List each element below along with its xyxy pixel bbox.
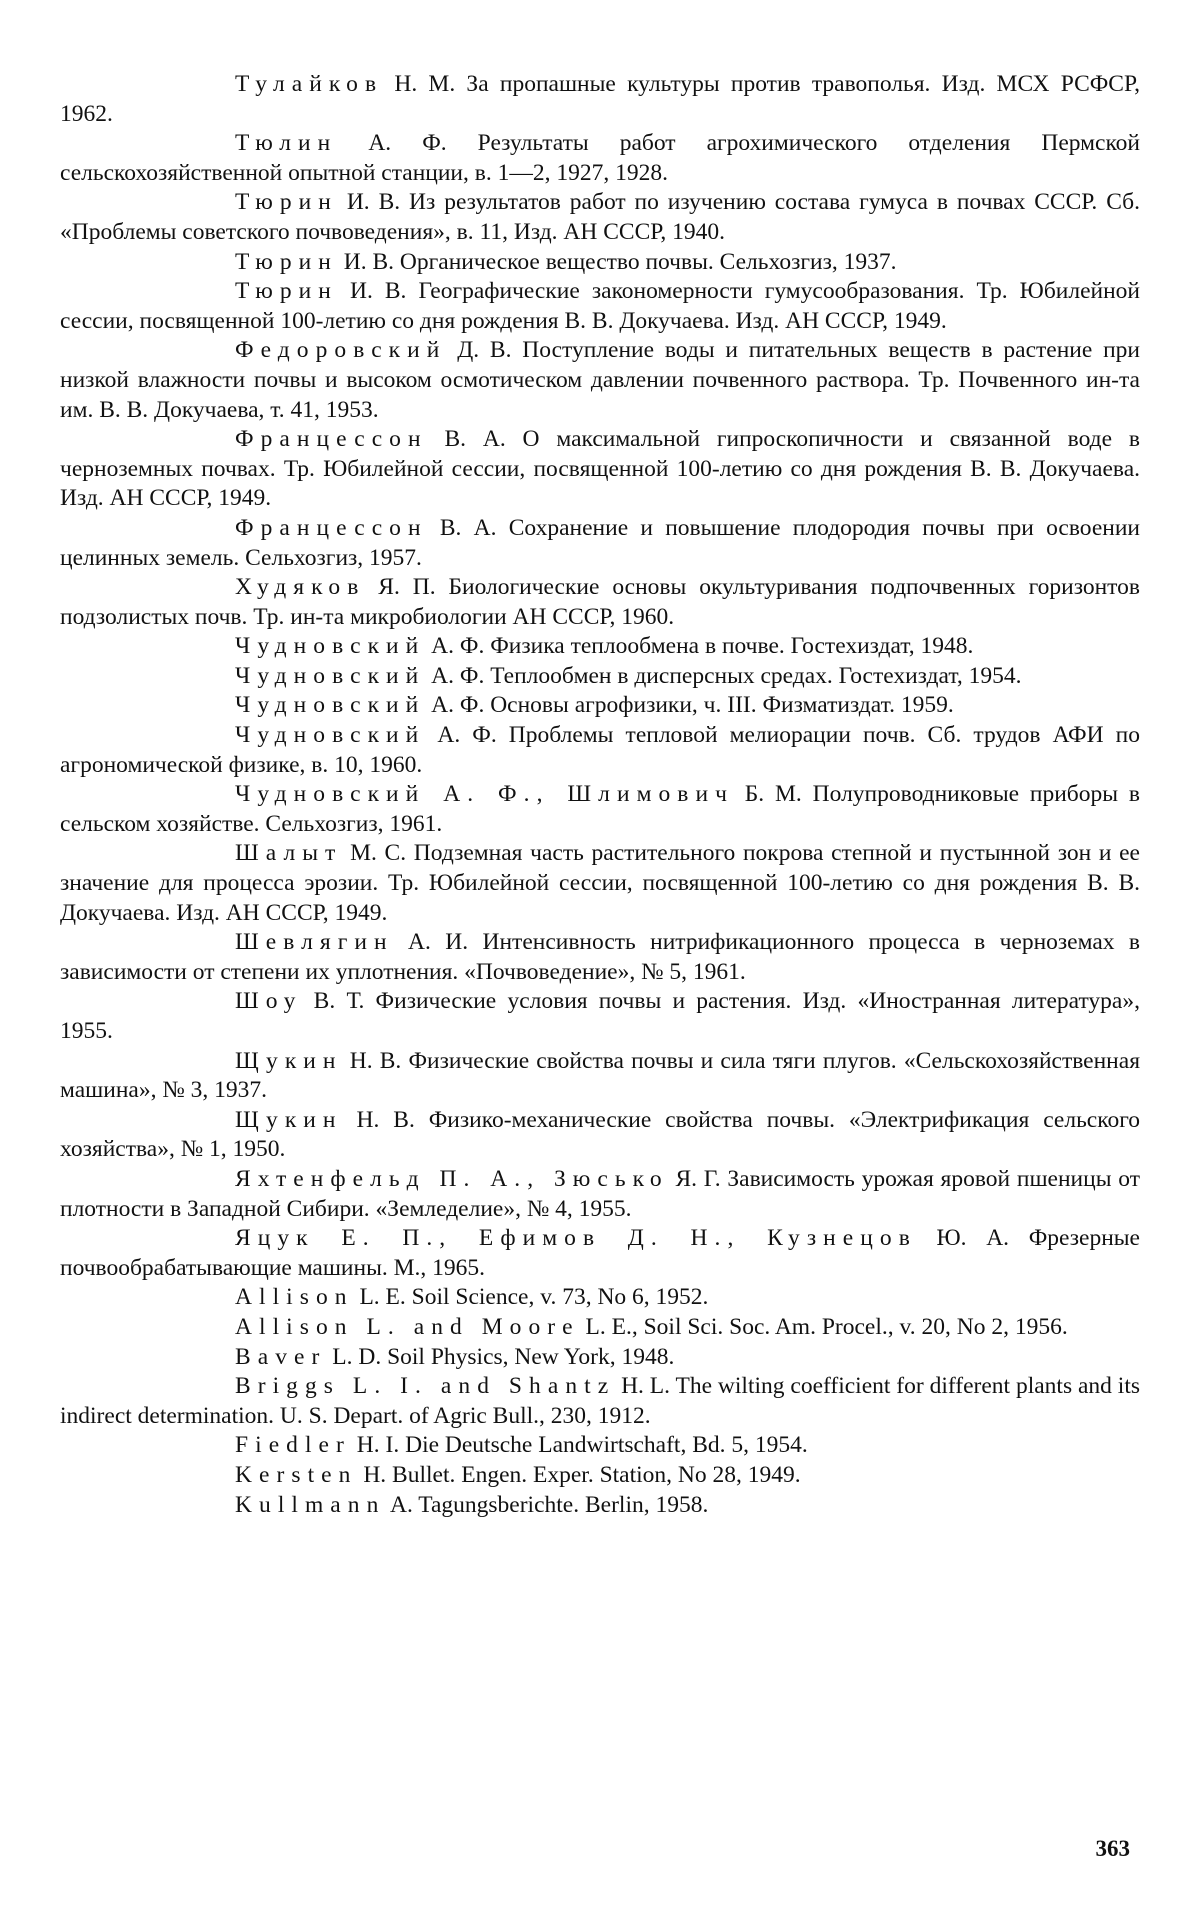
reference-details: H. I. Die Deutsche Landwirtschaft, Bd. 5, 1954.	[350, 1432, 808, 1459]
reference-entry	[60, 839, 1140, 928]
reference-author: Щукин	[235, 1047, 343, 1074]
reference-author: Allison L. and Moore	[235, 1313, 580, 1340]
reference-author: Чудновский	[235, 633, 426, 660]
reference-entry	[60, 129, 1140, 188]
reference-author: Чудновский	[235, 692, 426, 719]
reference-details: Д. В. Поступление воды и питательных веществ в растение при низкой влажности почвы и высоком осмотическом давлении почвенного раствора. Тр. Почвенного ин-та им. В. В. Докучаева, т. 41, 1953.	[60, 337, 1140, 423]
reference-entry	[60, 691, 1140, 721]
reference-author: Шалыт	[235, 840, 343, 867]
reference-details: Н. В. Физические свойства почвы и сила тяги плугов. «Сельскохозяйственная машина», № 3, 1937.	[60, 1047, 1140, 1104]
reference-entry	[60, 662, 1140, 692]
reference-entry	[60, 1461, 1140, 1491]
reference-author: Яцук Е. П., Ефимов Д. Н., Кузнецов	[235, 1225, 917, 1252]
reference-entry	[60, 573, 1140, 632]
reference-entry	[60, 336, 1140, 425]
reference-entry	[60, 1224, 1140, 1283]
reference-author: Чудновский	[235, 722, 426, 749]
reference-entry	[60, 188, 1140, 247]
reference-entry	[60, 1047, 1140, 1106]
reference-author: Kullmann	[235, 1491, 386, 1518]
reference-details: H. L. The wilting coefficient for different plants and its indirect determination. U. S. Depart. of Agric Bull., 230, 1912.	[60, 1373, 1140, 1429]
reference-details: L. E., Soil Sci. Soc. Am. Procel., v. 20, No 2, 1956.	[579, 1313, 1068, 1340]
reference-details: Я. П. Биологические основы окультуривания подпочвенных горизонтов подзолистых почв. Тр. ин-та микробиологии АН СССР, 1960.	[60, 574, 1140, 630]
reference-entry	[60, 514, 1140, 573]
reference-details: Н. М. За пропашные культуры против травополья. Изд. МСХ РСФСР, 1962.	[60, 71, 1140, 127]
reference-author: Щукин	[235, 1106, 343, 1133]
reference-entry	[60, 1313, 1140, 1343]
reference-author: Briggs L. I. and Shantz	[235, 1373, 616, 1400]
reference-author: Baver	[235, 1343, 327, 1370]
reference-details: L. E. Soil Science, v. 73, No 6, 1952.	[353, 1284, 709, 1311]
reference-author: Федоровский	[235, 337, 447, 364]
reference-details: В. А. О максимальной гипроскопичности и связанной воде в черноземных почвах. Тр. Юбилейной сессии, посвященной 100-летию со дня рождения В. В. Докучаева. Изд. АН СССР, 1949.	[60, 426, 1140, 512]
reference-author: Тюлин	[235, 130, 338, 157]
reference-entry	[60, 1343, 1140, 1373]
reference-details: H. Bullet. Engen. Exper. Station, No 28, 1949.	[357, 1461, 801, 1488]
reference-details: А. Ф. Результаты работ агрохимического отделения Пермской сельскохозяйственной опытной станции, в. 1—2, 1927, 1928.	[60, 130, 1140, 186]
reference-details: И. В. Органическое вещество почвы. Сельхозгиз, 1937.	[337, 248, 897, 275]
reference-details: А. Ф. Основы агрофизики, ч. III. Физматиздат. 1959.	[425, 692, 954, 719]
reference-author: Яхтенфельд П. А., Зюсько	[235, 1165, 669, 1192]
reference-details: Н. В. Физико-механические свойства почвы. «Электрификация сельского хозяйства», № 1, 1950.	[60, 1106, 1140, 1163]
reference-entry	[60, 425, 1140, 514]
reference-author: Тюрин	[235, 248, 338, 275]
bibliography-page	[60, 70, 1140, 1920]
reference-details: А. Ф. Проблемы тепловой мелиорации почв. Сб. трудов АФИ по агрономической физике, в. 10, 1960.	[60, 722, 1140, 778]
reference-details: В. А. Сохранение и повышение плодородия почвы при освоении целинных земель. Сельхозгиз, 1957.	[60, 514, 1140, 571]
reference-entry	[60, 277, 1140, 336]
reference-entry	[60, 70, 1140, 129]
reference-entry	[60, 1165, 1140, 1224]
reference-entry	[60, 721, 1140, 780]
reference-author: Тюрин	[235, 278, 338, 305]
page-number: 363	[1095, 1836, 1130, 1861]
reference-author: Allison	[235, 1284, 354, 1311]
reference-author: Шоу	[235, 988, 303, 1015]
reference-entry	[60, 248, 1140, 278]
reference-author: Францессон	[235, 514, 428, 541]
reference-details: И. В. Географические закономерности гумусообразования. Тр. Юбилейной сессии, посвященной 100-летию со дня рождения В. В. Докучаева. Изд. АН СССР, 1949.	[60, 278, 1140, 334]
reference-entry	[60, 1491, 1140, 1521]
reference-author: Чудновский	[235, 662, 426, 689]
reference-entry	[60, 1283, 1140, 1313]
reference-author: Тюрин	[235, 189, 338, 216]
reference-list	[60, 70, 1140, 1520]
reference-entry	[60, 1372, 1140, 1431]
reference-details: А. Ф. Теплообмен в дисперсных средах. Гостехиздат, 1954.	[425, 662, 1022, 689]
reference-author: Францессон	[235, 426, 428, 453]
reference-entry	[60, 1431, 1140, 1461]
reference-details: L. D. Soil Physics, New York, 1948.	[326, 1343, 675, 1370]
reference-author: Чудновский А. Ф., Шлимович	[235, 781, 734, 808]
reference-author: Fiedler	[235, 1432, 351, 1459]
reference-details: Ю. А. Фрезерные почвообрабатывающие машины. М., 1965.	[60, 1225, 1140, 1281]
reference-details: М. С. Подземная часть растительного покрова степной и пустынной зон и ее значение для процесса эрозии. Тр. Юбилейной сессии, посвященной 100-летию со дня рождения В. В. Докучаева. Изд. АН СССР, 1949.	[60, 840, 1140, 926]
reference-author: Kersten	[235, 1461, 358, 1488]
reference-details: А. И. Интенсивность нитрификационного процесса в черноземах в зависимости от степени их уплотнения. «Почвоведение», № 5, 1961.	[60, 929, 1140, 985]
reference-entry	[60, 928, 1140, 987]
reference-author: Тулайков	[235, 71, 384, 97]
reference-entry	[60, 780, 1140, 839]
reference-details: В. Т. Физические условия почвы и растения. Изд. «Иностранная литература», 1955.	[60, 988, 1140, 1044]
reference-entry	[60, 1106, 1140, 1165]
reference-entry	[60, 987, 1140, 1046]
reference-details: Я. Г. Зависимость урожая яровой пшеницы от плотности в Западной Сибири. «Земледелие», № 4, 1955.	[60, 1165, 1140, 1222]
reference-details: А. Ф. Физика теплообмена в почве. Гостехиздат, 1948.	[425, 633, 974, 660]
reference-details: И. В. Из результатов работ по изучению состава гумуса в почвах СССР. Сб. «Проблемы советского почвоведения», в. 11, Изд. АН СССР, 1940.	[60, 189, 1140, 245]
reference-entry	[60, 632, 1140, 662]
reference-author: Худяков	[235, 574, 366, 601]
reference-details: Б. М. Полупроводниковые приборы в сельском хозяйстве. Сельхозгиз, 1961.	[60, 781, 1140, 837]
reference-details: A. Tagungsberichte. Berlin, 1958.	[385, 1491, 709, 1518]
reference-author: Шевлягин	[235, 929, 394, 956]
